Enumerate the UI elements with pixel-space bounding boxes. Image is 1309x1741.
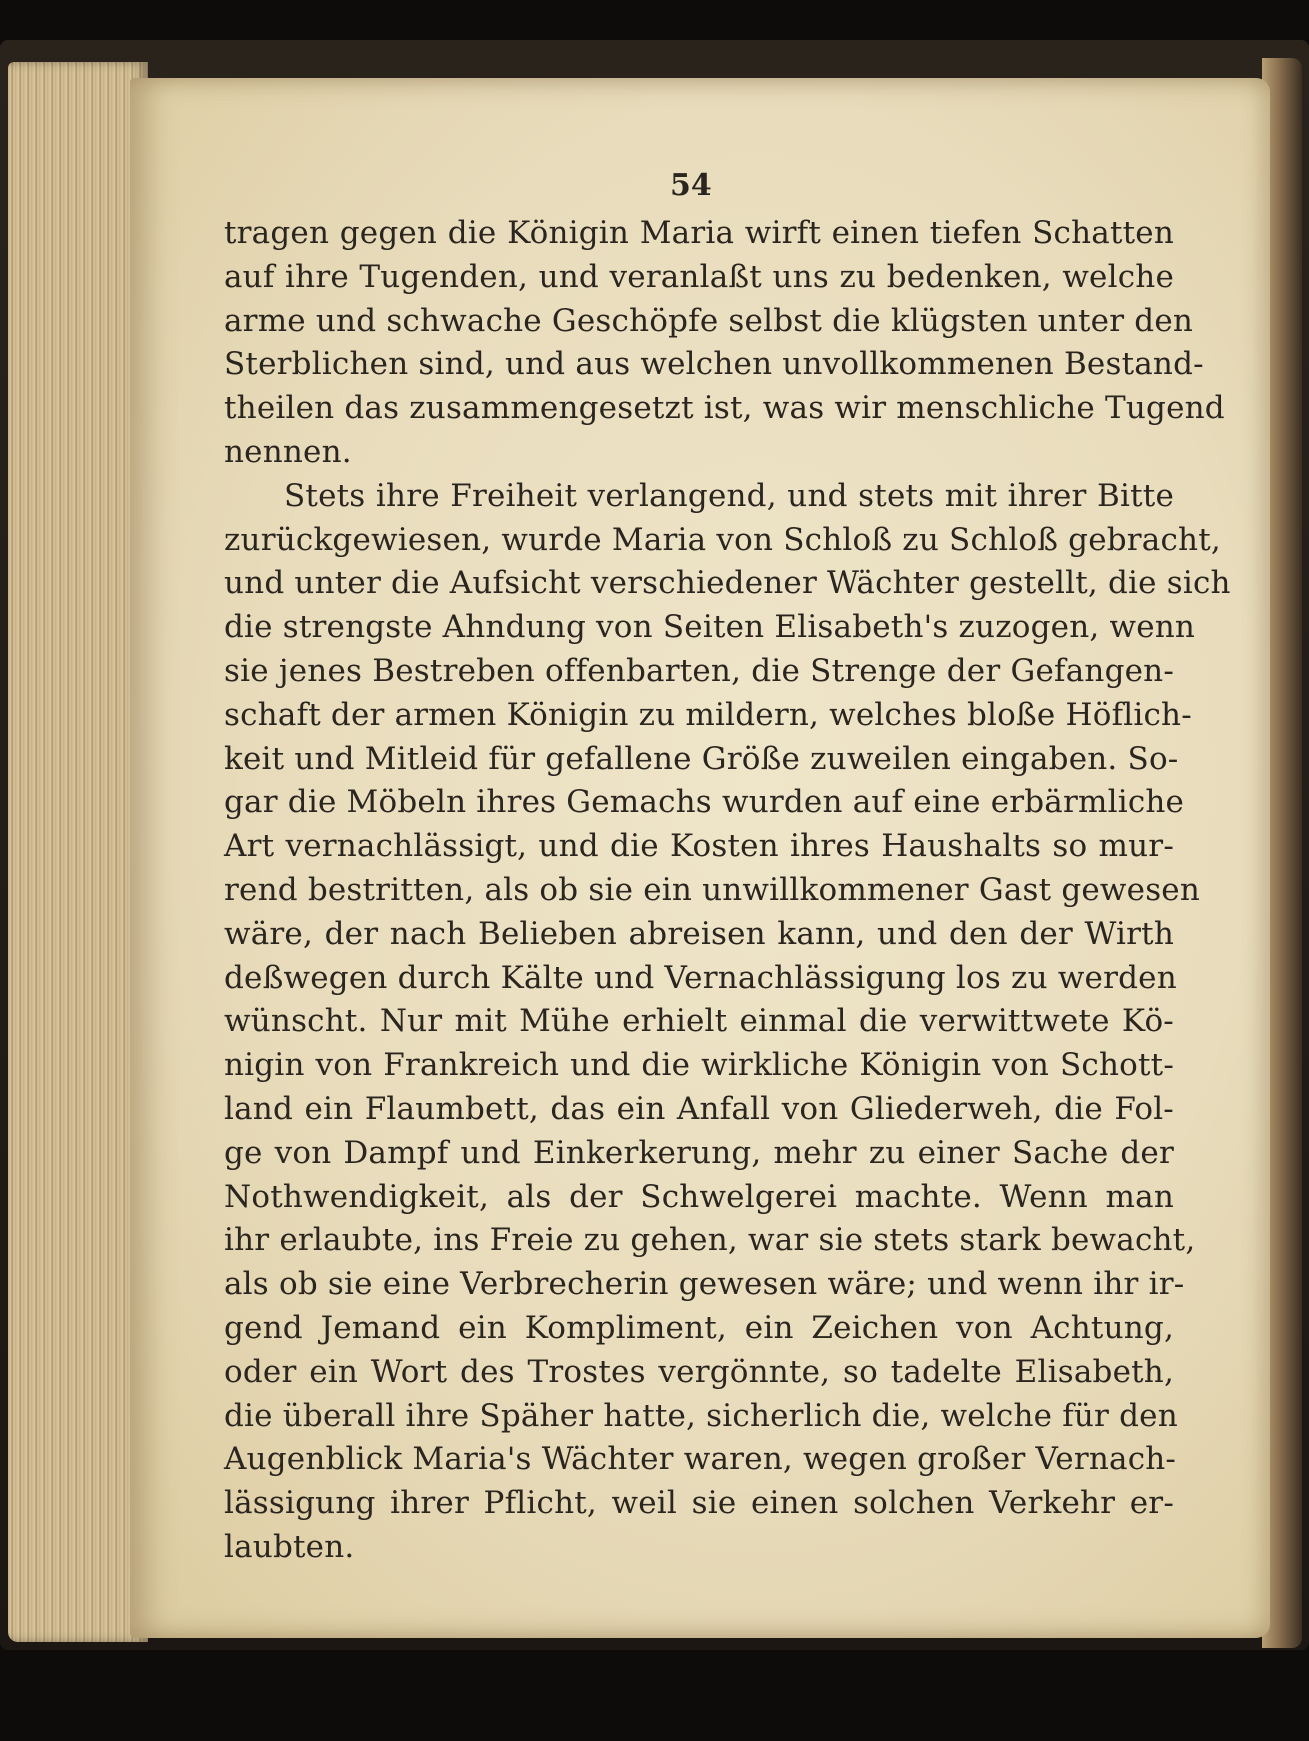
page-edges-left — [8, 62, 148, 1642]
text-line: gend Jemand ein Kompliment, ein Zeichen von Achtung, — [224, 1309, 1174, 1346]
text-line: deßwegen durch Kälte und Vernachlässigung los zu werden — [224, 959, 1177, 996]
text-line: Sterblichen sind, und aus welchen unvollkommenen Bestand- — [224, 346, 1204, 383]
text-line: gar die Möbeln ihres Gemachs wurden auf eine erbärmliche — [224, 784, 1185, 821]
text-line: Art vernachlässigt, und die Kosten ihres Haushalts so mur- — [224, 828, 1174, 865]
text-line: wäre, der nach Belieben abreisen kann, und den der Wirth — [224, 915, 1174, 952]
text-line: oder ein Wort des Trostes vergönnte, so tadelte Elisabeth, — [224, 1353, 1174, 1390]
text-line: arme und schwache Geschöpfe selbst die klügsten unter den — [224, 302, 1194, 339]
text-line: ihr erlaubte, ins Freie zu gehen, war sie stets stark bewacht, — [224, 1222, 1196, 1259]
text-line: nennen. — [224, 433, 352, 470]
text-line: laubten. — [224, 1528, 355, 1565]
page-number: 54 — [670, 168, 712, 203]
text-line: schaft der armen Königin zu mildern, welches bloße Höflich- — [224, 696, 1192, 733]
text-line: tragen gegen die Königin Maria wirft einen tiefen Schatten — [224, 215, 1174, 251]
text-line: und unter die Aufsicht verschiedener Wächter gestellt, die sich — [224, 565, 1231, 602]
text-line: sie jenes Bestreben offenbarten, die Strenge der Gefangen- — [224, 652, 1174, 689]
text-line: lässigung ihrer Pflicht, weil sie einen solchen Verkehr er- — [224, 1485, 1174, 1522]
text-line: rend bestritten, als ob sie ein unwillkommener Gast gewesen — [224, 871, 1201, 908]
text-line: Nothwendigkeit, als der Schwelgerei machte. Wenn man — [224, 1178, 1174, 1215]
text-line: Augenblick Maria's Wächter waren, wegen großer Vernach- — [224, 1441, 1177, 1478]
text-line: die überall ihre Späher hatte, sicherlich die, welche für den — [224, 1397, 1178, 1434]
text-line: nigin von Frankreich und die wirkliche Königin von Schott- — [224, 1047, 1174, 1084]
text-line: die strengste Ahndung von Seiten Elisabeth's zuzogen, wenn — [224, 609, 1196, 646]
text-line: wünscht. Nur mit Mühe erhielt einmal die verwittwete Kö- — [224, 1003, 1174, 1040]
text-line: keit und Mitleid für gefallene Größe zuweilen eingaben. So- — [224, 740, 1179, 777]
text-line: theilen das zusammengesetzt ist, was wir menschliche Tugend — [224, 390, 1225, 427]
text-line: auf ihre Tugenden, und veranlaßt uns zu bedenken, welche — [224, 258, 1174, 295]
text-line: als ob sie eine Verbrecherin gewesen wäre; und wenn ihr ir- — [224, 1266, 1185, 1303]
text-line: land ein Flaumbett, das ein Anfall von Gliederweh, die Fol- — [224, 1090, 1174, 1127]
body-text — [224, 212, 1231, 1570]
text-line: Stets ihre Freiheit verlangend, und stets mit ihrer Bitte — [284, 477, 1174, 514]
text-line: ge von Dampf und Einkerkerung, mehr zu einer Sache der — [224, 1134, 1174, 1171]
text-line: zurückgewiesen, wurde Maria von Schloß zu Schloß gebracht, — [224, 521, 1221, 558]
